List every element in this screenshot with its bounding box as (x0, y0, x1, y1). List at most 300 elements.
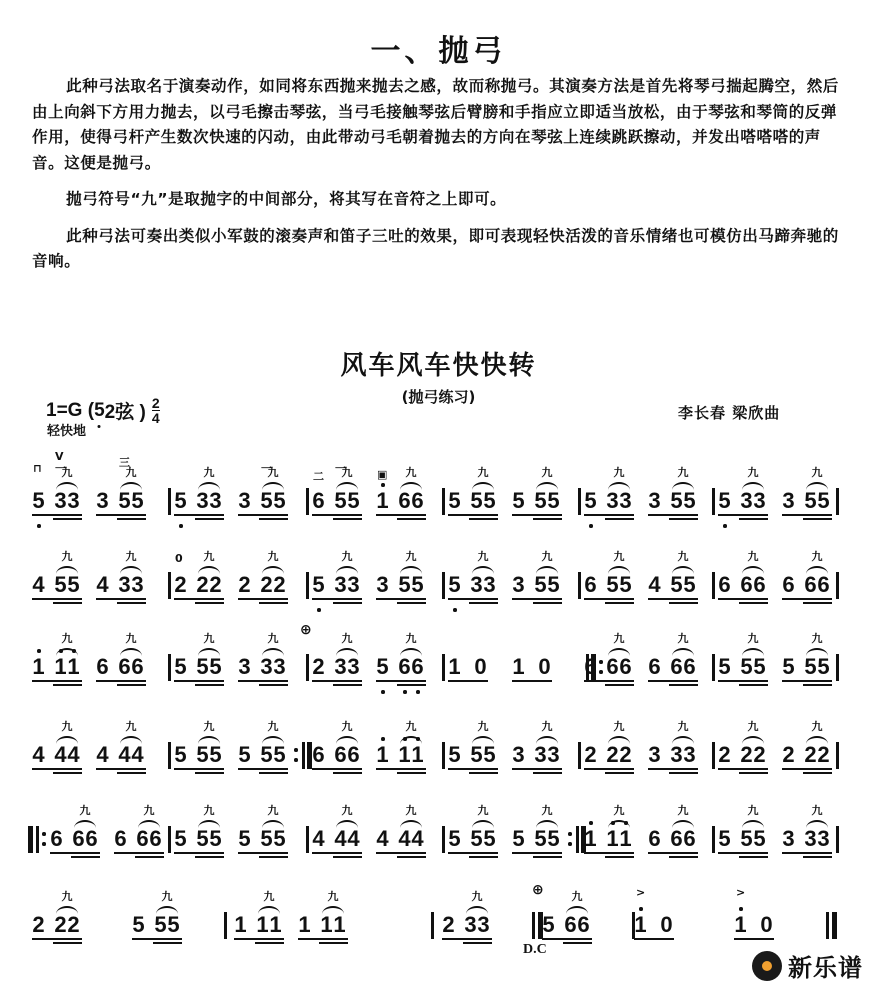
note: 1 (734, 912, 747, 937)
slur-arc (536, 736, 558, 744)
paragraph: 此种弓法取名于演奏动作，如同将东西抛来抛去之感，故而称抛弓。其演奏方法是首先将琴弓揣起腾空，然后由上向斜下方用力抛去，以弓毛擦击琴弦，当弓毛接触琴弦后臂膀和手指应立即适当放松，由于琴弦和琴筒的反弹作用，使得弓杆产生数次快速的闪动，由此带动弓毛朝着抛去的方向在琴弦上连续跳跃擦动，并发出嗒嗒嗒的声音。这便是抛弓。 (32, 77, 839, 172)
underline-sixteenth (803, 518, 832, 520)
underline-eighth (96, 598, 146, 600)
slur-arc (56, 736, 78, 744)
note: 6 (564, 912, 577, 937)
underline-eighth (782, 680, 832, 682)
underline-eighth (114, 852, 164, 854)
bow-throw-mark: 九 (811, 466, 823, 479)
time-signature (152, 396, 160, 425)
slur-arc (262, 736, 284, 744)
octave-low-dot (453, 608, 457, 612)
note: 6 (619, 654, 632, 679)
note: 6 (398, 654, 411, 679)
underline-sixteenth (117, 602, 146, 604)
coda-icon: ⊕ (532, 882, 544, 898)
note: 6 (411, 654, 424, 679)
barline (442, 488, 445, 515)
note: 3 (817, 826, 830, 851)
note: 3 (606, 488, 619, 513)
underline-eighth (238, 852, 288, 854)
note: 5 (718, 488, 731, 513)
slur-arc (672, 820, 694, 828)
note: 5 (167, 912, 180, 937)
barline (578, 572, 581, 599)
octave-high-dot (624, 821, 628, 825)
note: 5 (512, 488, 525, 513)
note: 6 (136, 826, 149, 851)
octave-low-dot (416, 690, 420, 694)
slur-arc (400, 820, 422, 828)
note: 3 (464, 912, 477, 937)
underline-eighth (376, 598, 426, 600)
underline-eighth (32, 598, 82, 600)
underline-sixteenth (195, 602, 224, 604)
note: 3 (273, 654, 286, 679)
slur-arc (608, 566, 630, 574)
note: 2 (817, 742, 830, 767)
underline-sixteenth (533, 772, 562, 774)
bow-throw-mark: 九 (61, 550, 73, 563)
note: 3 (238, 654, 251, 679)
song-title: 风车风车快快转 (340, 351, 537, 381)
bow-throw-mark: 九 (341, 632, 353, 645)
note: 6 (96, 654, 109, 679)
tempo-marking: 轻快地 (47, 424, 87, 439)
bow-throw-mark: 九 (677, 466, 689, 479)
barline (532, 912, 535, 939)
note: 5 (483, 488, 496, 513)
note: 4 (54, 742, 67, 767)
underline-eighth (512, 514, 562, 516)
bow-throw-mark: 九 (341, 550, 353, 563)
underline-sixteenth (53, 772, 82, 774)
underline-eighth (376, 680, 426, 682)
bow-throw-mark: 九 (405, 632, 417, 645)
repeat-start-barline (28, 826, 33, 853)
note: 5 (273, 488, 286, 513)
note: 3 (334, 654, 347, 679)
barline (712, 826, 715, 853)
slur-arc (742, 820, 764, 828)
octave-high-dot (381, 737, 385, 741)
note: 1 (298, 912, 311, 937)
underline-eighth (312, 768, 362, 770)
underline-eighth (448, 852, 498, 854)
barline (578, 742, 581, 769)
note: 3 (782, 488, 795, 513)
note: 2 (718, 742, 731, 767)
note: 3 (334, 572, 347, 597)
accent-mark: > (736, 886, 746, 899)
barline (836, 742, 839, 769)
note: 4 (648, 572, 661, 597)
octave-low-dot (589, 524, 593, 528)
note: 6 (817, 572, 830, 597)
octave-low-dot (317, 608, 321, 612)
note: 6 (804, 572, 817, 597)
note: 5 (376, 654, 389, 679)
note: 6 (670, 826, 683, 851)
note: 2 (619, 742, 632, 767)
score-line (0, 452, 877, 522)
coda-icon: ⊕ (300, 622, 312, 638)
note: 3 (260, 654, 273, 679)
slur-arc (336, 648, 358, 656)
note: 1 (619, 826, 632, 851)
note: 5 (54, 572, 67, 597)
note: 5 (448, 572, 461, 597)
note: 5 (209, 742, 222, 767)
note: 3 (209, 488, 222, 513)
note: 3 (483, 572, 496, 597)
barline (826, 912, 829, 939)
note: 3 (477, 912, 490, 937)
note: 2 (238, 572, 251, 597)
note: 5 (209, 826, 222, 851)
underline-sixteenth (397, 684, 426, 686)
underline-eighth (542, 938, 592, 940)
note: 3 (347, 654, 360, 679)
note: 4 (312, 826, 325, 851)
note: 1 (234, 912, 247, 937)
underline-eighth (312, 598, 362, 600)
underline-eighth (376, 768, 426, 770)
underline-eighth (442, 938, 492, 940)
time-top: 2 (151, 395, 160, 411)
bow-throw-mark: 九 (477, 804, 489, 817)
note: 5 (32, 488, 45, 513)
note: 5 (740, 654, 753, 679)
slur-arc (400, 482, 422, 490)
note: 4 (376, 826, 389, 851)
bowing-mark: 一 (55, 462, 66, 475)
note: 1 (269, 912, 282, 937)
bow-throw-mark: 九 (471, 890, 483, 903)
note: 5 (260, 826, 273, 851)
underline-eighth (376, 514, 426, 516)
note: 6 (577, 912, 590, 937)
note: 5 (398, 572, 411, 597)
barline (836, 488, 839, 515)
note: 4 (131, 742, 144, 767)
note: 3 (683, 742, 696, 767)
underline-eighth (238, 768, 288, 770)
note: 5 (448, 742, 461, 767)
barline (712, 654, 715, 681)
slur-arc (262, 820, 284, 828)
underline-sixteenth (259, 602, 288, 604)
barline (712, 488, 715, 515)
note: 5 (470, 488, 483, 513)
note: 6 (149, 826, 162, 851)
note: 6 (718, 572, 731, 597)
underline-eighth (648, 680, 698, 682)
slur-arc (198, 736, 220, 744)
bow-throw-mark: 九 (747, 804, 759, 817)
note: 4 (96, 742, 109, 767)
note: 3 (118, 572, 131, 597)
note: 1 (320, 912, 333, 937)
underline-eighth (584, 768, 634, 770)
note: 6 (334, 742, 347, 767)
underline-eighth (312, 514, 362, 516)
underline-eighth (584, 598, 634, 600)
slur-arc (262, 482, 284, 490)
note: 5 (196, 826, 209, 851)
bowing-mark: ⊓ (33, 462, 42, 475)
slur-arc (120, 736, 142, 744)
slur-arc (56, 906, 78, 914)
underline-sixteenth (153, 942, 182, 944)
slur-arc (472, 482, 494, 490)
note: 6 (85, 826, 98, 851)
underline-sixteenth (605, 772, 634, 774)
note: 2 (273, 572, 286, 597)
note: 3 (54, 488, 67, 513)
note: 5 (534, 488, 547, 513)
underline-sixteenth (803, 602, 832, 604)
note: 5 (782, 654, 795, 679)
note: 3 (648, 488, 661, 513)
barline (836, 654, 839, 681)
bow-throw-mark: 九 (747, 720, 759, 733)
slur-arc (198, 648, 220, 656)
note: 3 (547, 742, 560, 767)
barline (712, 572, 715, 599)
slur-arc (400, 648, 422, 656)
slur-arc (472, 566, 494, 574)
underline-sixteenth (117, 772, 146, 774)
note: 5 (483, 742, 496, 767)
note: 2 (67, 912, 80, 937)
note: 1 (398, 742, 411, 767)
underline-sixteenth (739, 684, 768, 686)
slur-arc (198, 820, 220, 828)
bow-throw-mark: 九 (267, 720, 279, 733)
note: 5 (753, 826, 766, 851)
underline-sixteenth (333, 518, 362, 520)
underline-sixteenth (803, 856, 832, 858)
underline-eighth (782, 768, 832, 770)
note: 6 (648, 654, 661, 679)
octave-low-dot (381, 690, 385, 694)
slur-arc (120, 648, 142, 656)
note: 5 (154, 912, 167, 937)
slur-arc (262, 648, 284, 656)
note: 1 (256, 912, 269, 937)
underline-eighth (32, 680, 82, 682)
note: 5 (131, 488, 144, 513)
bow-throw-mark: 九 (203, 466, 215, 479)
note: 5 (347, 488, 360, 513)
watermark-logo (752, 948, 863, 983)
underline-eighth (448, 680, 488, 682)
bow-throw-mark: 九 (61, 720, 73, 733)
slur-arc (262, 566, 284, 574)
note: 5 (238, 742, 251, 767)
slur-arc (608, 482, 630, 490)
slur-arc (400, 566, 422, 574)
slur-arc (806, 736, 828, 744)
note: 1 (54, 654, 67, 679)
underline-sixteenth (195, 518, 224, 520)
bow-throw-mark: 九 (477, 720, 489, 733)
bow-throw-mark: 九 (811, 720, 823, 733)
slur-arc (156, 906, 178, 914)
slur-arc (56, 482, 78, 490)
bow-throw-mark: 九 (613, 550, 625, 563)
bow-throw-mark: 九 (405, 720, 417, 733)
octave-high-dot (403, 737, 407, 741)
note: 0 (474, 654, 487, 679)
note: 5 (547, 826, 560, 851)
underline-sixteenth (469, 856, 498, 858)
note: 5 (174, 742, 187, 767)
note: 5 (670, 488, 683, 513)
underline-eighth (648, 514, 698, 516)
underline-eighth (734, 938, 774, 940)
bow-throw-mark: 九 (811, 804, 823, 817)
note: 5 (174, 654, 187, 679)
intro-text (32, 74, 848, 275)
slur-arc (608, 736, 630, 744)
underline-sixteenth (135, 856, 164, 858)
barline (442, 742, 445, 769)
note: 6 (782, 572, 795, 597)
key-prefix: 1=G ( (46, 399, 95, 421)
underline-eighth (312, 852, 362, 854)
slur-arc (608, 648, 630, 656)
score-line (0, 790, 877, 860)
note: 4 (347, 826, 360, 851)
underline-sixteenth (53, 684, 82, 686)
note: 5 (312, 572, 325, 597)
bow-throw-mark: 九 (267, 804, 279, 817)
octave-high-dot (72, 649, 76, 653)
note: 6 (398, 488, 411, 513)
bow-throw-mark: 九 (477, 466, 489, 479)
bow-throw-mark: 九 (747, 466, 759, 479)
underline-eighth (238, 598, 288, 600)
note: 5 (273, 826, 286, 851)
underline-eighth (312, 680, 362, 682)
note: 1 (584, 826, 597, 851)
underline-sixteenth (463, 942, 492, 944)
barline (306, 654, 309, 681)
underline-eighth (174, 598, 224, 600)
time-bottom: 4 (151, 410, 160, 426)
note: 5 (718, 654, 731, 679)
note: 4 (411, 826, 424, 851)
bow-throw-mark: 九 (405, 804, 417, 817)
underline-eighth (32, 514, 82, 516)
note: 5 (619, 572, 632, 597)
bow-throw-mark: 九 (267, 466, 279, 479)
note: 2 (32, 912, 45, 937)
note: 6 (114, 826, 127, 851)
bow-throw-mark: 九 (267, 550, 279, 563)
bow-throw-mark: 九 (405, 550, 417, 563)
slur-arc (336, 736, 358, 744)
note: 5 (817, 488, 830, 513)
barline (431, 912, 434, 939)
note: 3 (804, 826, 817, 851)
key-low-note: 5 (94, 399, 105, 421)
underline-eighth (234, 938, 284, 940)
note: 6 (753, 572, 766, 597)
underline-eighth (238, 514, 288, 516)
octave-low-dot (723, 524, 727, 528)
bow-throw-mark: 九 (203, 720, 215, 733)
underline-sixteenth (533, 856, 562, 858)
note: 6 (118, 654, 131, 679)
underline-eighth (512, 680, 552, 682)
underline-sixteenth (333, 684, 362, 686)
slur-arc (566, 906, 588, 914)
barline (168, 654, 171, 681)
note: 5 (740, 826, 753, 851)
note: 3 (347, 572, 360, 597)
bow-throw-mark: 九 (341, 804, 353, 817)
slur-arc (322, 906, 344, 914)
barline (712, 742, 715, 769)
barline (168, 826, 171, 853)
underline-sixteenth (53, 602, 82, 604)
note: 5 (238, 826, 251, 851)
note: 3 (753, 488, 766, 513)
bow-throw-mark: 九 (61, 632, 73, 645)
note: 4 (398, 826, 411, 851)
note: 2 (260, 572, 273, 597)
note: 5 (196, 654, 209, 679)
note: 5 (753, 654, 766, 679)
note: 3 (131, 572, 144, 597)
bow-throw-mark: 九 (541, 804, 553, 817)
note: 4 (334, 826, 347, 851)
underline-eighth (634, 938, 674, 940)
bow-throw-mark: 九 (203, 632, 215, 645)
underline-eighth (32, 938, 82, 940)
bow-throw-mark: 九 (143, 804, 155, 817)
note: 4 (32, 572, 45, 597)
note: 5 (606, 572, 619, 597)
underline-sixteenth (195, 684, 224, 686)
bow-throw-mark: 九 (79, 804, 91, 817)
underline-eighth (448, 768, 498, 770)
underline-sixteenth (669, 772, 698, 774)
slur-arc (672, 566, 694, 574)
bow-throw-mark: 九 (61, 890, 73, 903)
bow-throw-mark: 九 (613, 720, 625, 733)
note: 5 (483, 826, 496, 851)
note: 3 (376, 572, 389, 597)
note: 2 (312, 654, 325, 679)
bow-throw-mark: 九 (61, 466, 73, 479)
barline (36, 826, 39, 853)
note: 5 (817, 654, 830, 679)
underline-sixteenth (71, 856, 100, 858)
underline-eighth (584, 514, 634, 516)
underline-sixteenth (397, 772, 426, 774)
octave-low-dot (37, 524, 41, 528)
note: 6 (312, 488, 325, 513)
note: 3 (512, 742, 525, 767)
underline-eighth (648, 852, 698, 854)
score-line (0, 618, 877, 688)
underline-sixteenth (333, 772, 362, 774)
underline-sixteenth (397, 602, 426, 604)
